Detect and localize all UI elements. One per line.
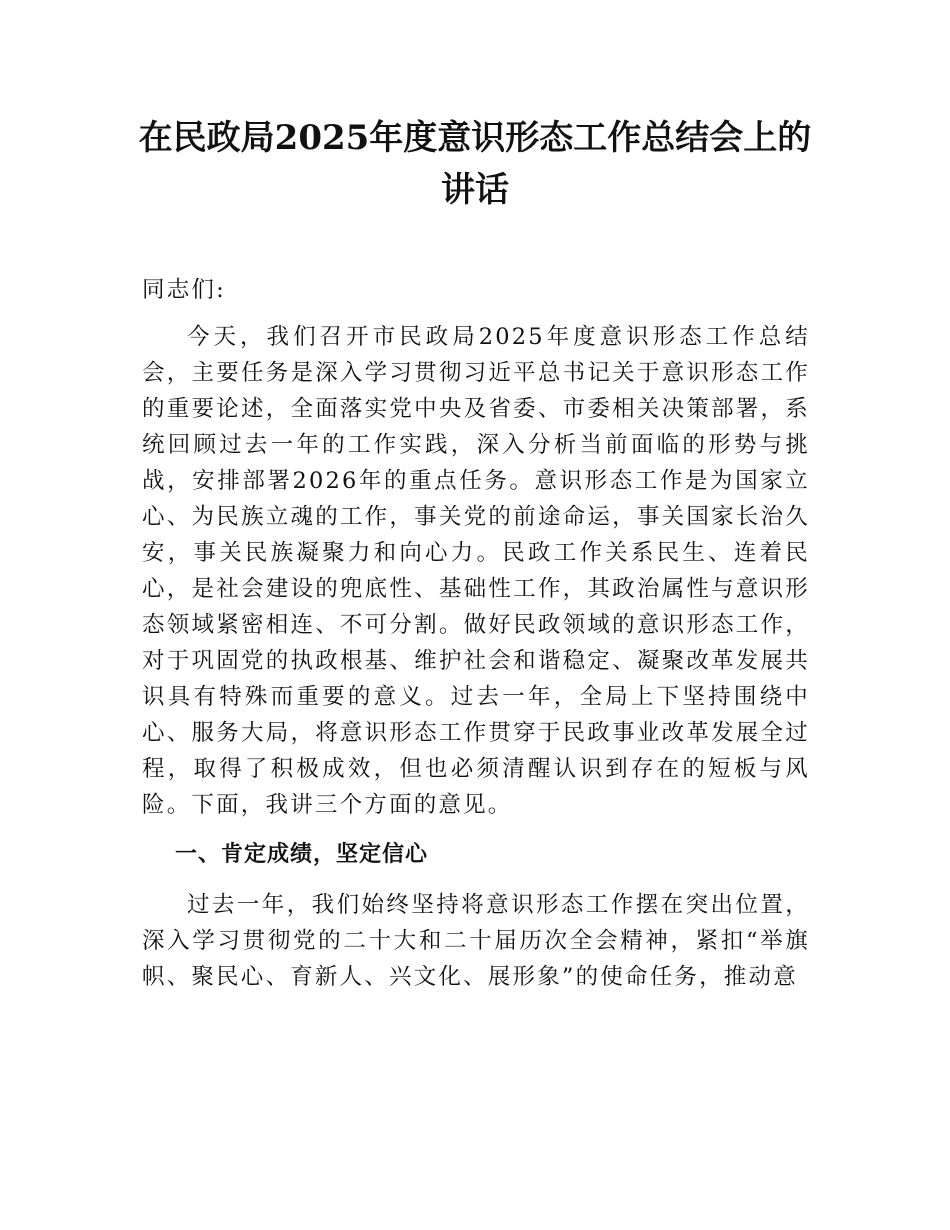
intro-paragraph: 今天，我们召开市民政局2025年度意识形态工作总结会，主要任务是深入学习贯彻习近平总书记关于意识形态工作的重要论述，全面落实党中央及省委、市委相关决策部署，系统回顾过去一年的工作实践，深入分析当前面临的形势与挑战，安排部署2026年的重点任务。意识形态工作是为国家立心、为民族立魂的工作，事关党的前途命运，事关国家长治久安，事关民族凝聚力和向心力。民政工作关系民生、连着民心，是社会建设的兜底性、基础性工作，其政治属性与意识形态领域紧密相连、不可分割。做好民政领域的意识形态工作，对于巩固党的执政根基、维护社会和谐稳定、凝聚改革发展共识具有特殊而重要的意义。过去一年，全局上下坚持围绕中心、服务大局，将意识形态工作贯穿于民政事业改革发展全过程，取得了积极成效，但也必须清醒认识到存在的短板与风险。下面，我讲三个方面的意见。	[142, 324, 810, 818]
salutation: 同志们:	[142, 277, 226, 303]
document-body	[142, 272, 810, 995]
section-heading: 一、肯定成绩，坚定信心	[175, 842, 429, 867]
document-title: 在民政局2025年度意识形态工作总结会上的讲话	[138, 118, 812, 210]
section-paragraph: 过去一年，我们始终坚持将意识形态工作摆在突出位置，深入学习贯彻党的二十大和二十届历次全会精神，紧扣“举旗帜、聚民心、育新人、兴文化、展形象”的使命任务，推动意	[142, 892, 810, 990]
